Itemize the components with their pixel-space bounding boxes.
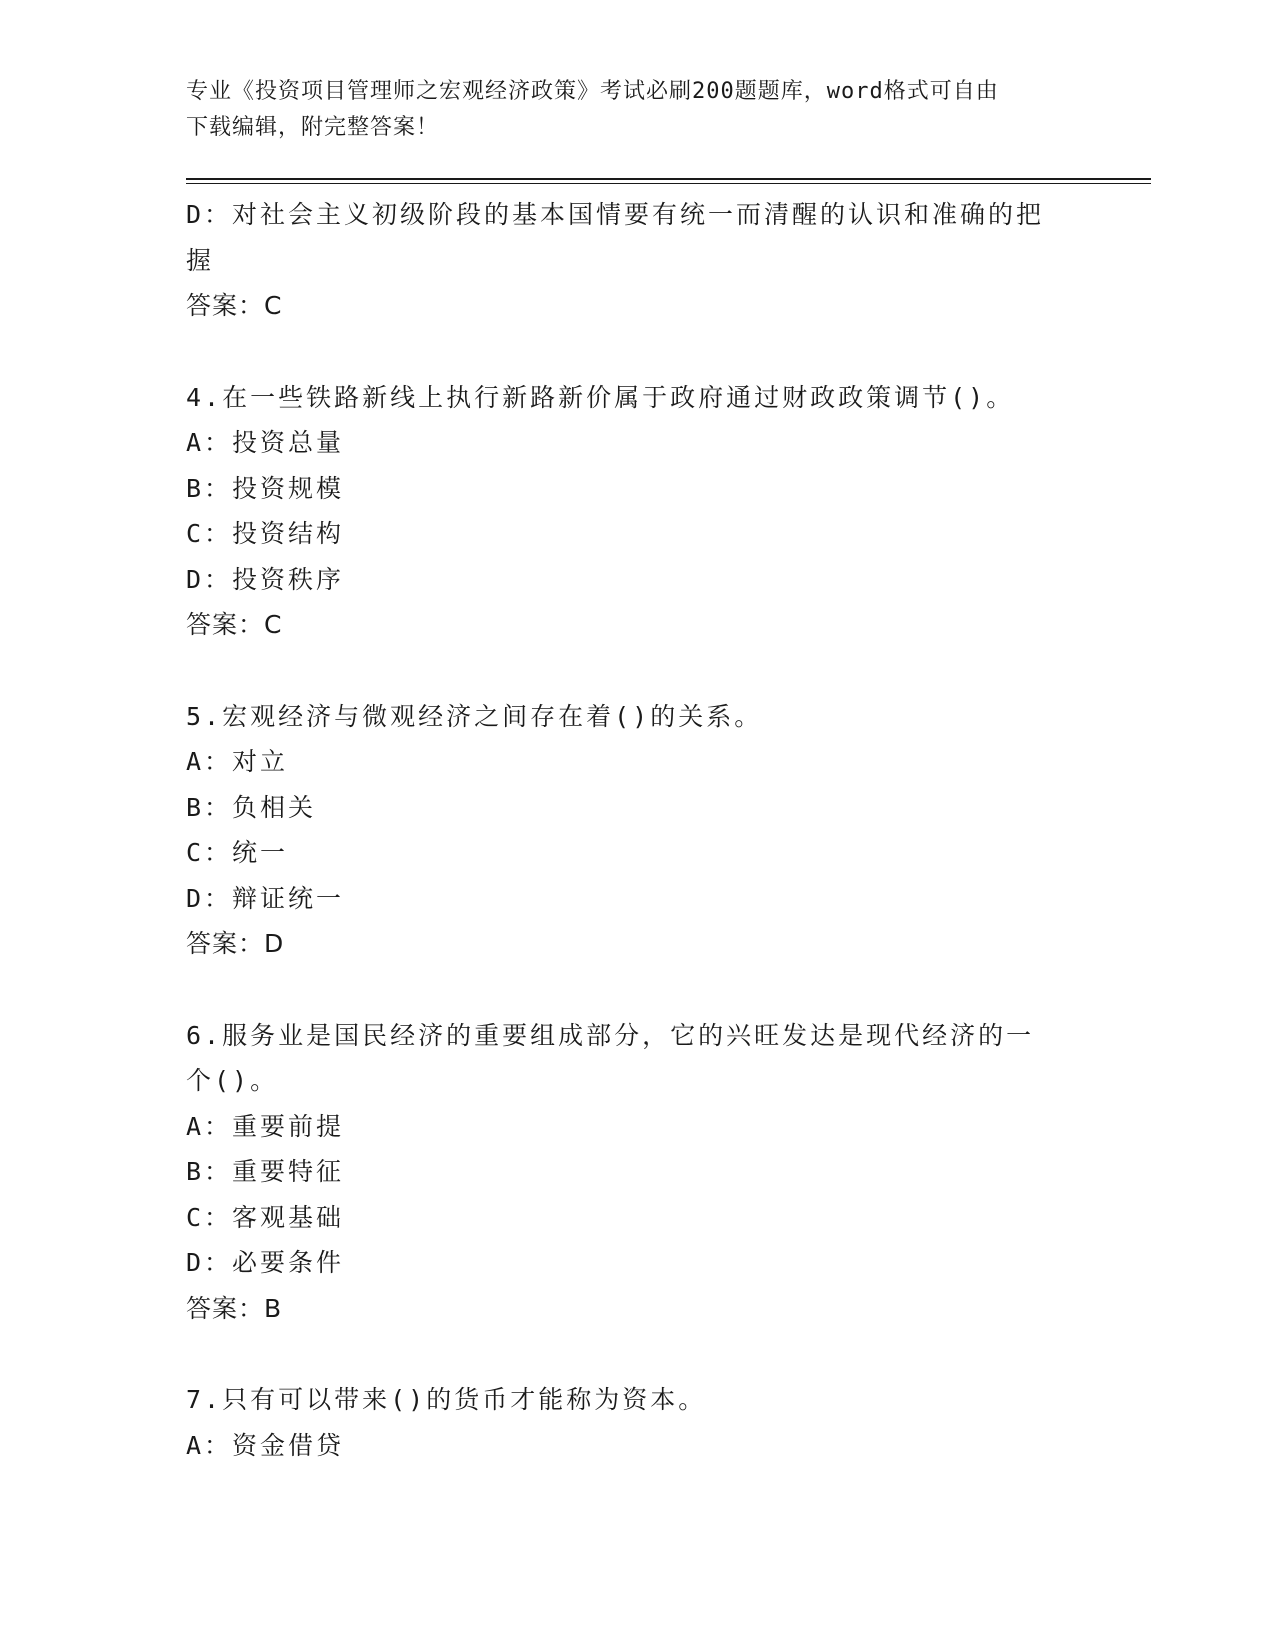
answer-line: 答案：B [186,1293,283,1323]
option-b: B：投资规模 [186,473,345,503]
option-a: A：资金借贷 [186,1430,345,1460]
option-b: B：负相关 [186,792,317,822]
question-stem: 6.服务业是国民经济的重要组成部分，它的兴旺发达是现代经济的一 [186,1020,1035,1050]
question-4 [186,375,1086,648]
option-d: D：必要条件 [186,1248,345,1277]
option-d: D：投资秩序 [186,564,345,594]
question-stem-continued: 个()。 [186,1066,279,1095]
option-a: A：对立 [186,747,289,776]
header-line-2: 下载编辑，附完整答案！ [186,115,440,140]
question-list [186,192,1086,1468]
question-3-tail [186,192,1086,329]
question-stem: 4.在一些铁路新线上执行新路新价属于政府通过财政政策调节()。 [186,382,1015,412]
option-d: D：对社会主义初级阶段的基本国情要有统一而清醒的认识和准确的把 [186,200,1045,229]
answer-line: 答案：C [186,610,283,639]
option-c: C：客观基础 [186,1202,345,1232]
header-line-1: 专业《投资项目管理师之宏观经济政策》考试必刷200题题库，word格式可自由 [186,79,999,104]
question-stem: 5.宏观经济与微观经济之间存在着()的关系。 [186,701,763,731]
option-b: B：重要特征 [186,1157,345,1186]
answer-line: 答案：D [186,929,285,958]
question-6 [186,1013,1086,1332]
option-c: C：统一 [186,838,289,867]
header-divider-thick [186,178,1151,180]
question-5 [186,694,1086,967]
question-7 [186,1377,1086,1468]
document-header [186,74,1086,146]
option-a: A：投资总量 [186,428,345,457]
answer-line: 答案：C [186,291,283,320]
question-stem: 7.只有可以带来()的货币才能称为资本。 [186,1385,707,1414]
header-divider-thin [186,183,1151,184]
option-c: C：投资结构 [186,519,345,548]
option-d-continued: 握 [186,245,215,275]
option-a: A：重要前提 [186,1111,345,1141]
option-d: D：辩证统一 [186,883,345,913]
